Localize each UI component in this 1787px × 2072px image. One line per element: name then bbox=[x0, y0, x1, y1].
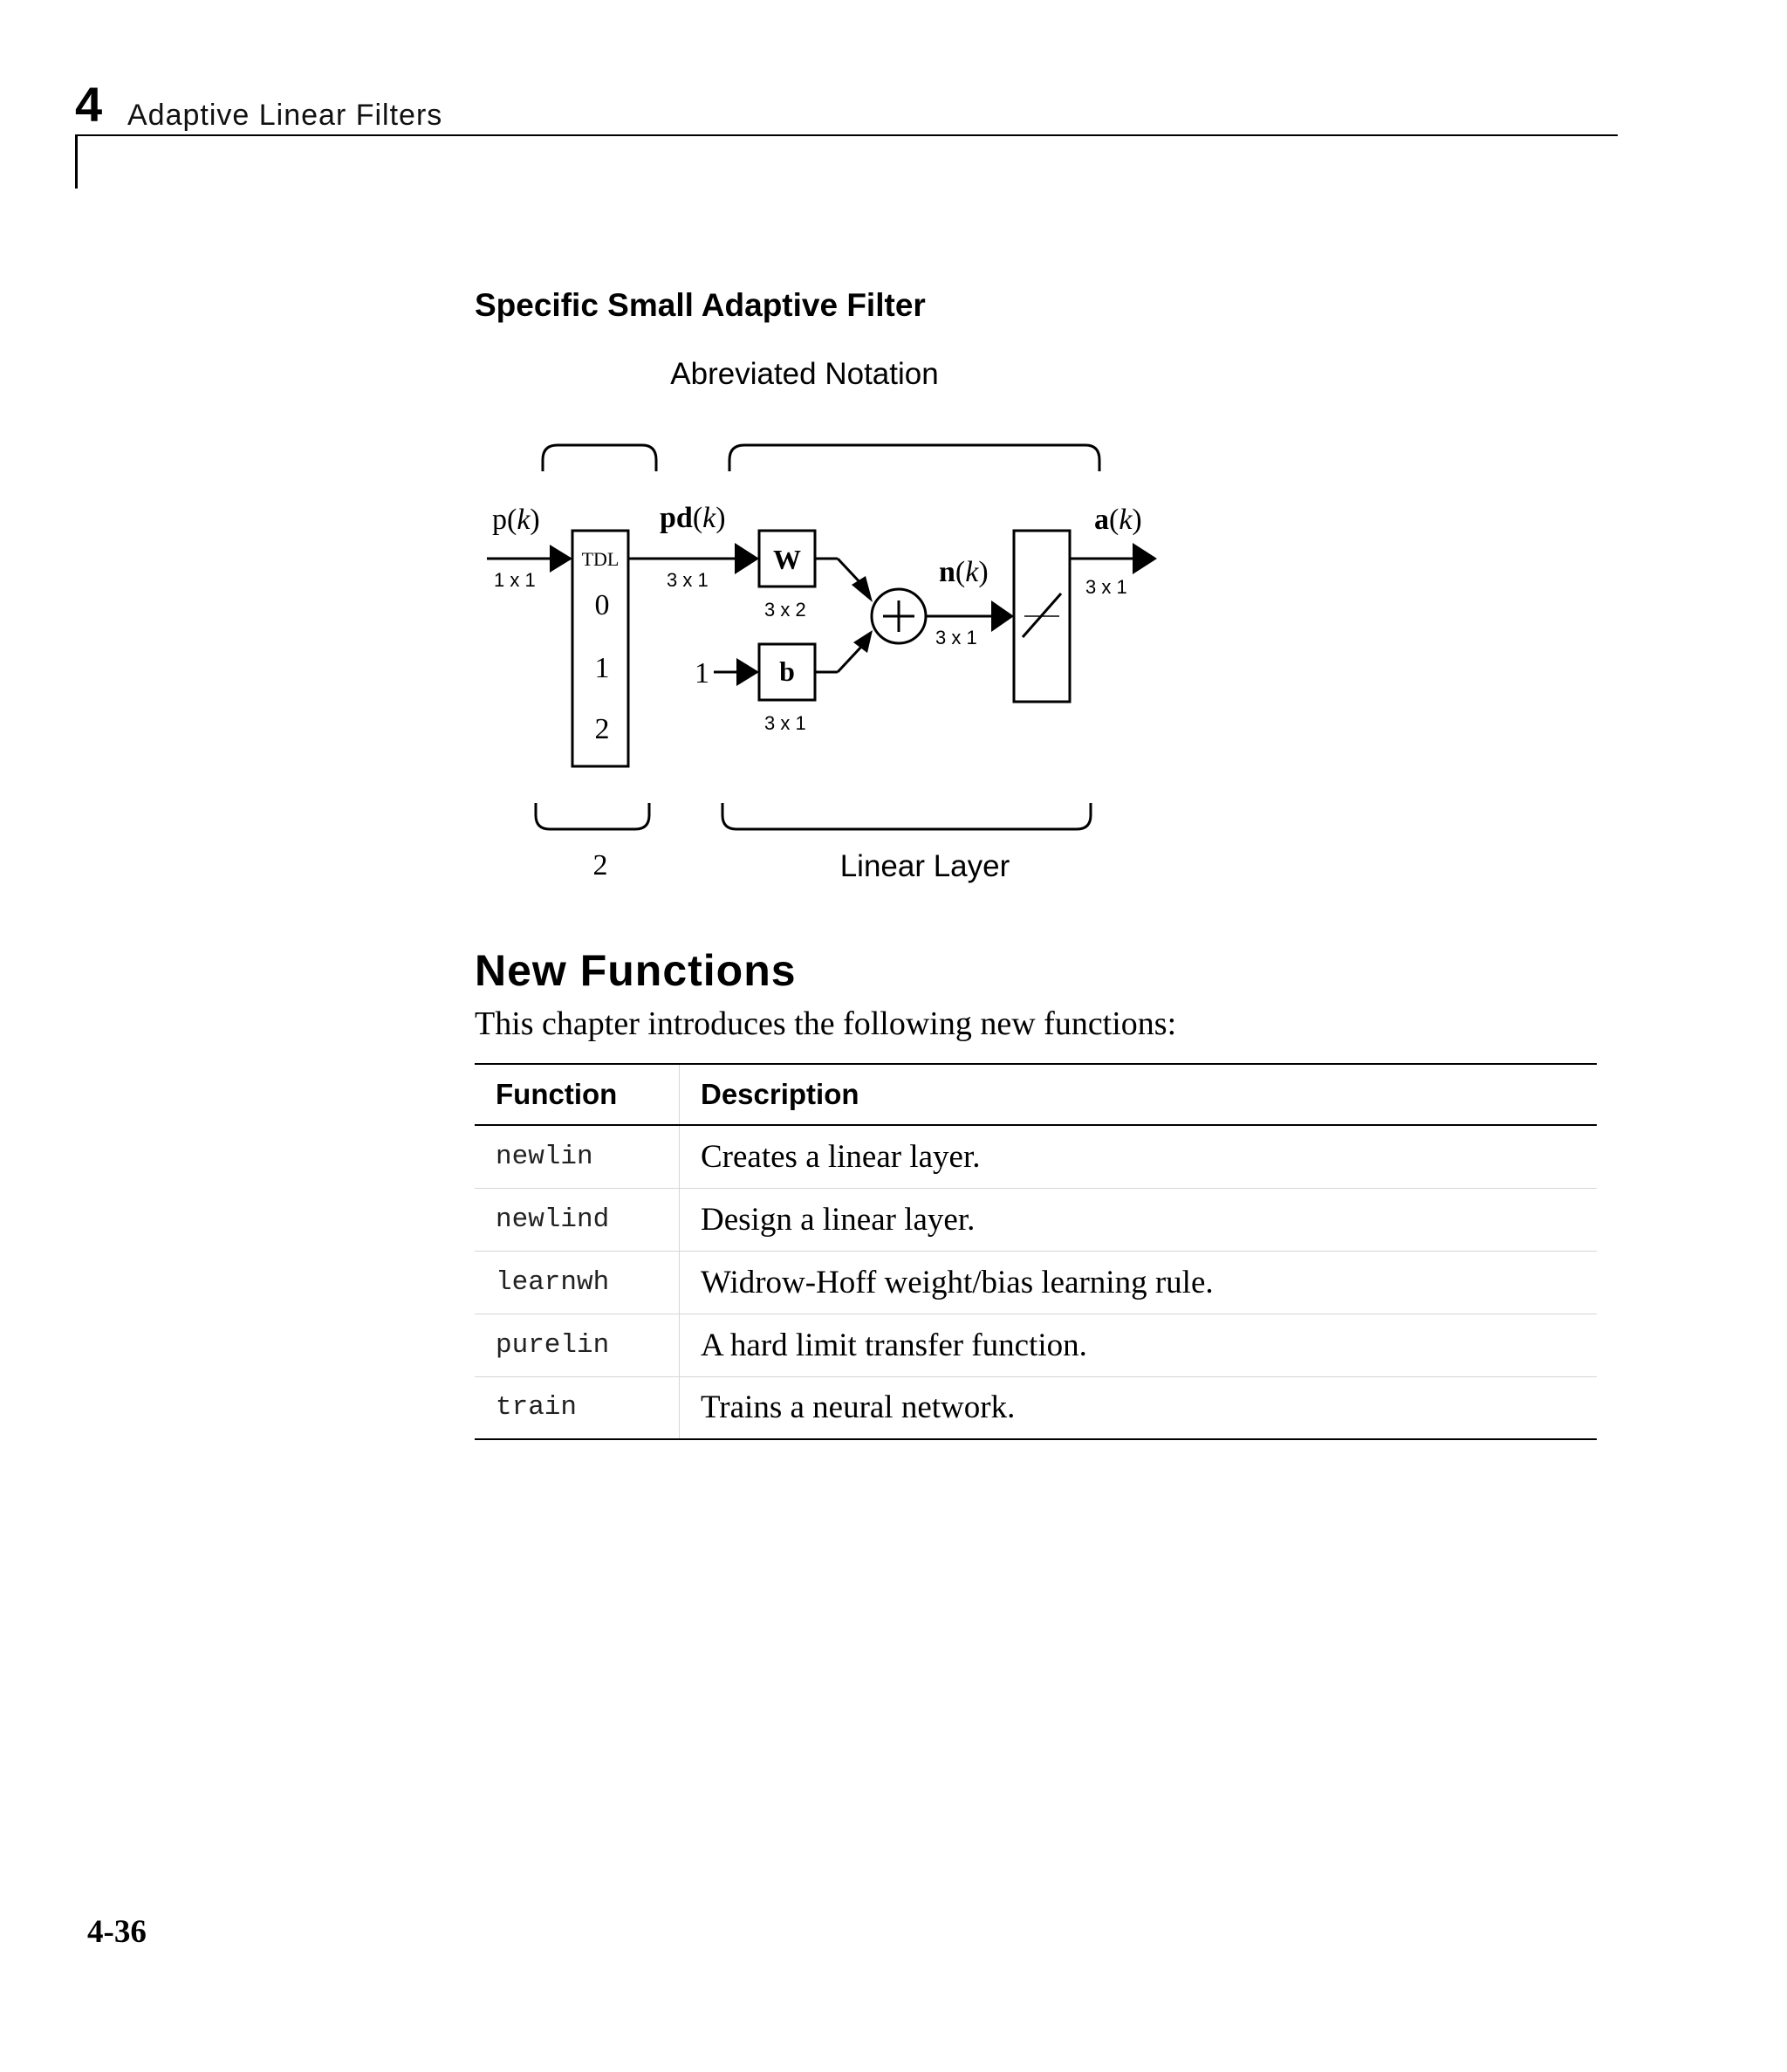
table-row bbox=[475, 1188, 1597, 1251]
function-description: A hard limit transfer function. bbox=[701, 1327, 1087, 1363]
sum-to-transfer-arrowhead bbox=[991, 600, 1014, 632]
chapter-title: Adaptive Linear Filters bbox=[127, 99, 443, 132]
tdl-tap-2: 2 bbox=[594, 713, 610, 745]
tdl-label: TDL bbox=[581, 548, 620, 570]
chapter-number: 4 bbox=[75, 77, 103, 132]
input-label: p(k) bbox=[492, 504, 540, 536]
tdl-output-label: pd(k) bbox=[660, 502, 726, 534]
tdl-to-weight-arrowhead bbox=[735, 543, 759, 574]
function-description: Creates a linear layer. bbox=[701, 1138, 981, 1175]
page-number: 4-36 bbox=[87, 1914, 147, 1950]
tdl-tap-1: 1 bbox=[594, 652, 610, 684]
figure-subtitle: Abreviated Notation bbox=[670, 357, 939, 391]
weight-dim: 3 x 2 bbox=[764, 599, 806, 621]
tdl-tap-0: 0 bbox=[594, 589, 610, 621]
bias-input-arrowhead bbox=[736, 658, 759, 686]
linear-layer-label: Linear Layer bbox=[839, 849, 1010, 883]
tdl-delay-count: 2 bbox=[592, 849, 608, 882]
bias-to-sum-arrowhead bbox=[853, 630, 873, 653]
bias-input: 1 bbox=[695, 657, 709, 690]
function-name: train bbox=[475, 1376, 680, 1439]
function-name: learnwh bbox=[475, 1251, 680, 1314]
net-input-label: n(k) bbox=[939, 556, 989, 588]
output-arrowhead bbox=[1133, 543, 1157, 574]
functions-table bbox=[475, 1063, 1597, 1440]
function-description: Trains a neural network. bbox=[701, 1389, 1016, 1426]
bottom-brace-tdl bbox=[536, 803, 649, 829]
adaptive-filter-diagram bbox=[0, 0, 1787, 899]
output-label: a(k) bbox=[1094, 504, 1142, 536]
figure-title: Specific Small Adaptive Filter bbox=[475, 287, 926, 323]
table-row bbox=[475, 1251, 1597, 1314]
top-brace-layer bbox=[729, 445, 1099, 471]
table-header-row bbox=[475, 1064, 1597, 1125]
net-input-dim: 3 x 1 bbox=[935, 627, 977, 648]
bias-dim: 3 x 1 bbox=[764, 712, 806, 734]
function-name: purelin bbox=[475, 1314, 680, 1376]
section-title: New Functions bbox=[475, 946, 797, 995]
weight-to-sum-arrowhead bbox=[852, 576, 873, 602]
weight-label: W bbox=[773, 544, 801, 575]
function-description: Widrow-Hoff weight/bias learning rule. bbox=[701, 1264, 1214, 1300]
output-dim: 3 x 1 bbox=[1085, 576, 1127, 598]
section-intro: This chapter introduces the following new functions: bbox=[475, 1005, 1177, 1042]
input-dim: 1 x 1 bbox=[494, 569, 536, 591]
input-arrowhead bbox=[550, 545, 572, 573]
bias-label: b bbox=[779, 655, 795, 687]
function-description: Design a linear layer. bbox=[701, 1201, 976, 1238]
top-brace-tdl bbox=[543, 445, 656, 471]
tdl-output-dim: 3 x 1 bbox=[667, 569, 709, 591]
column-header-description: Description bbox=[701, 1078, 859, 1110]
bias-to-sum-diag bbox=[838, 646, 862, 672]
table-row bbox=[475, 1314, 1597, 1376]
table-row bbox=[475, 1125, 1597, 1188]
function-name: newlind bbox=[475, 1188, 680, 1251]
function-name: newlin bbox=[475, 1125, 680, 1188]
table-row bbox=[475, 1376, 1597, 1439]
column-header-function: Function bbox=[475, 1064, 680, 1125]
bottom-brace-layer bbox=[722, 803, 1091, 829]
